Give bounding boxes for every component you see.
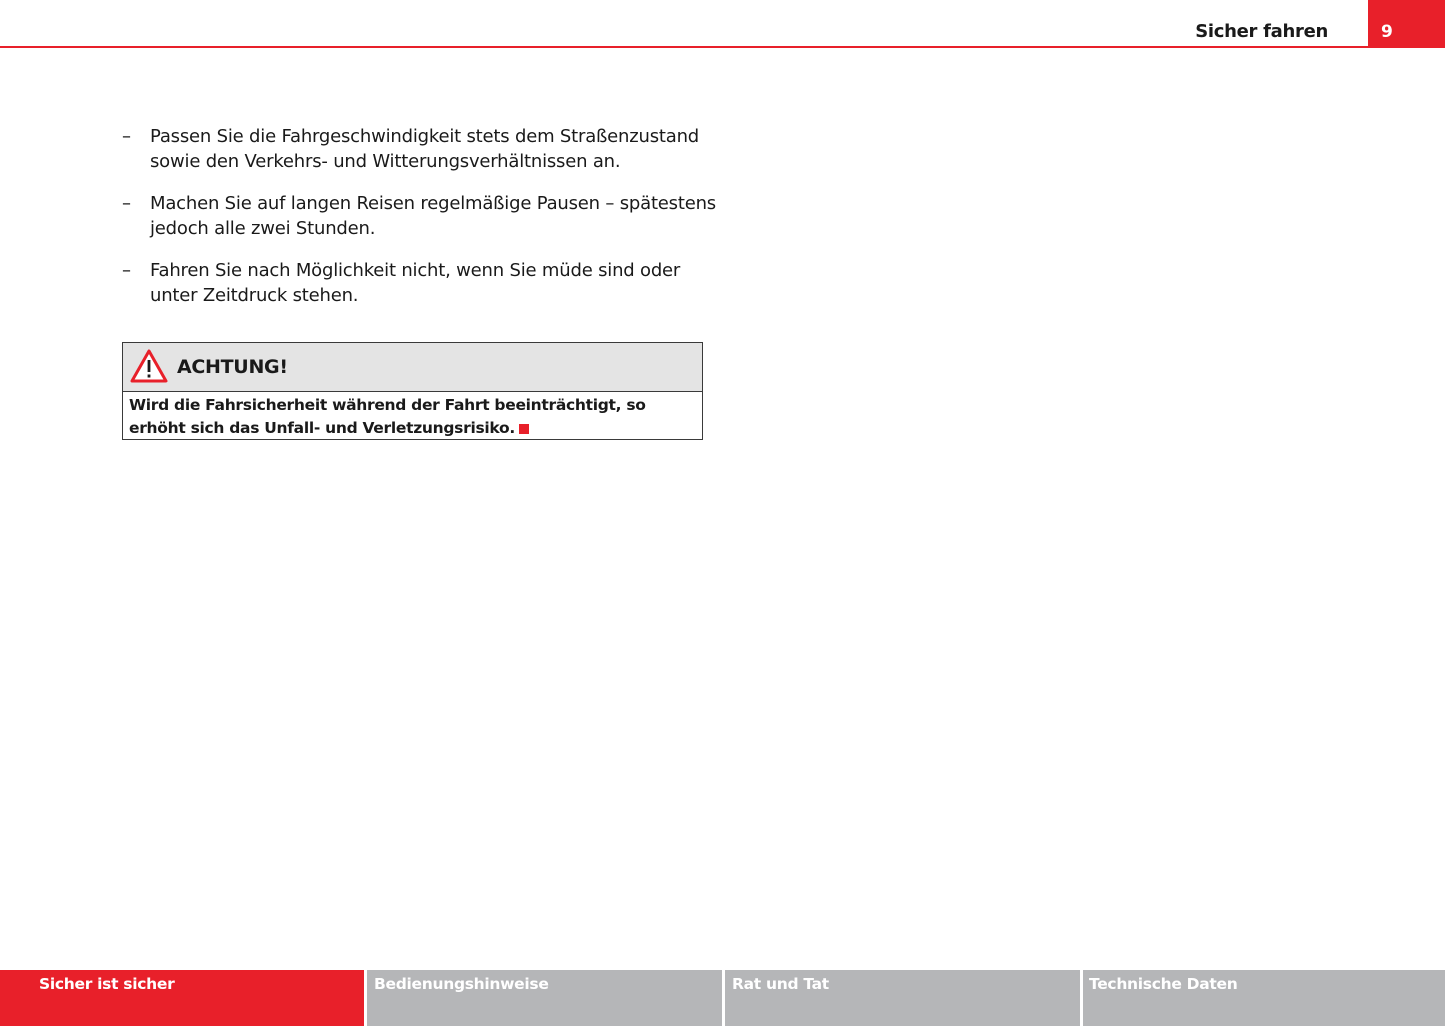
list-item-text: Fahren Sie nach Möglichkeit nicht, wenn Sie müde sind oder unter Zeitdruck stehen.: [150, 260, 681, 306]
footer-tabs: [0, 970, 1445, 1026]
bullet-dash: –: [122, 193, 131, 214]
warning-triangle-icon: [129, 348, 169, 384]
tab-label: Technische Daten: [1089, 975, 1238, 993]
tab-label: Sicher ist sicher: [39, 975, 175, 993]
bullet-dash: –: [122, 260, 131, 281]
tab-sicher-ist-sicher[interactable]: [0, 970, 364, 1026]
tab-label: Rat und Tat: [732, 975, 829, 993]
warning-text: Wird die Fahrsicherheit während der Fahrt beeinträchtigt, so erhöht sich das Unfall- und Verletzungsrisiko.: [129, 396, 646, 437]
page-number: 9: [1381, 22, 1393, 42]
tab-rat-und-tat[interactable]: [725, 970, 1080, 1026]
list-item-text: Passen Sie die Fahrgeschwindigkeit stets dem Straßenzustand sowie den Verkehrs- und Witterungsverhältnissen an.: [150, 126, 700, 172]
tab-technische-daten[interactable]: [1083, 970, 1445, 1026]
warning-body: [123, 392, 702, 440]
header-rule: [0, 46, 1368, 48]
end-of-section-marker: [519, 424, 529, 434]
warning-box: [122, 342, 703, 440]
list-item: [122, 258, 722, 308]
list-item-text: Machen Sie auf langen Reisen regelmäßige Pausen – spätestens jedoch alle zwei Stunden.: [150, 193, 716, 239]
warning-header: [123, 343, 702, 392]
bullet-list: [122, 124, 722, 325]
list-item: [122, 191, 722, 241]
section-title: Sicher fahren: [1195, 21, 1328, 42]
bullet-dash: –: [122, 126, 131, 147]
warning-title: ACHTUNG!: [177, 356, 288, 378]
page-number-box: [1368, 0, 1445, 48]
tab-bedienungshinweise[interactable]: [367, 970, 722, 1026]
list-item: [122, 124, 722, 174]
tab-label: Bedienungshinweise: [374, 975, 549, 993]
